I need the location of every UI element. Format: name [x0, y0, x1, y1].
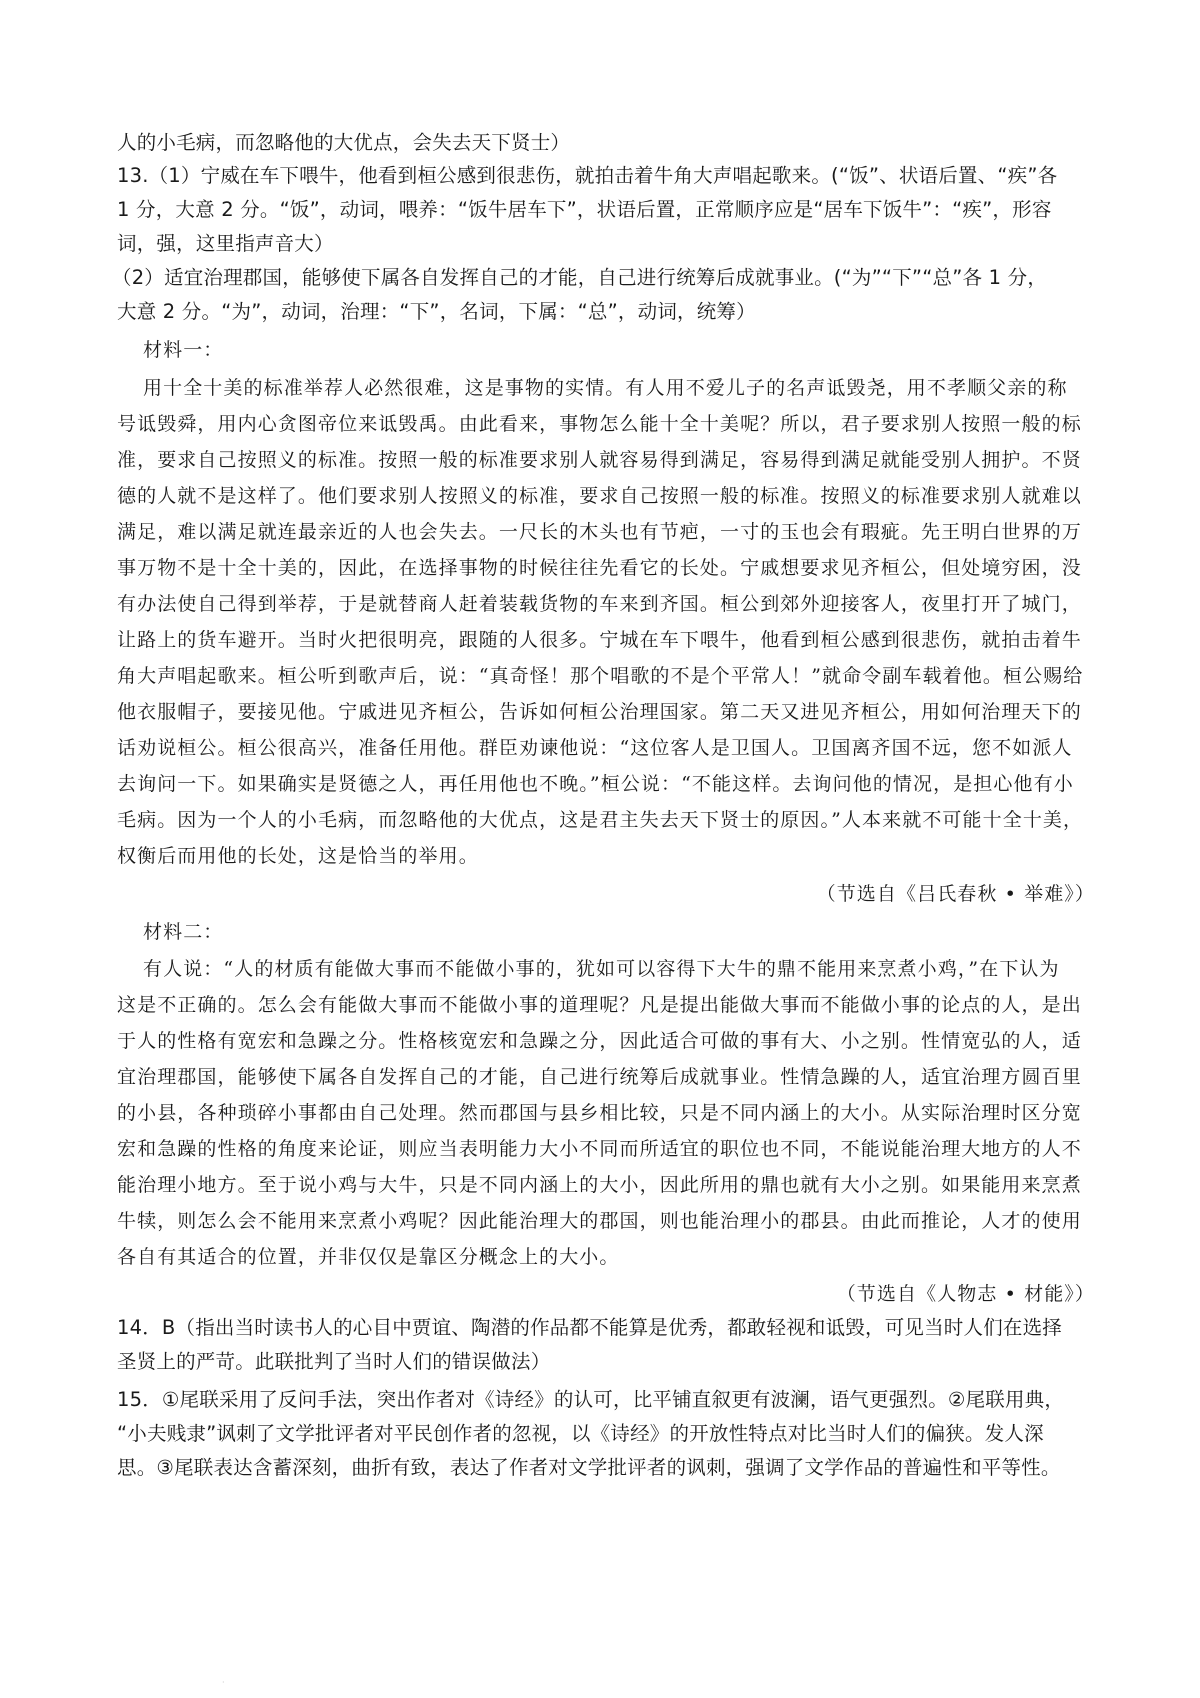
material-1-line: 话劝说桓公。桓公很高兴，准备任用他。群臣劝谏他说：“这位客人是卫国人。卫国离齐国不远，您不如派人 [117, 737, 1073, 759]
answer-13-part2-line2: 大意 2 分。“为”，动词，治理：“下”，名词，下属：“总”，动词，统筹） [117, 300, 756, 323]
material-1-line: 有办法使自己得到举荐，于是就替商人赶着装载货物的车来到齐国。桓公到郊外迎接客人，夜里打开了城门， [117, 593, 1082, 615]
material-2-line: 能治理小地方。至于说小鸡与大牛，只是不同内涵上的大小，因此所用的鼎也就有大小之别。如果能用来烹煮 [117, 1174, 1082, 1196]
material-2-line: 宏和急躁的性格的角度来论证，则应当表明能力大小不同而所适宜的职位也不同，不能说能治理大地方的人不 [117, 1138, 1082, 1160]
material-1-line: 满足，难以满足就连最亲近的人也会失去。一尺长的木头也有节疤，一寸的玉也会有瑕疵。先王明白世界的万 [117, 521, 1082, 543]
material-2-line: 有人说：“人的材质有能做大事而不能做小事的，犹如可以容得下大牛的鼎不能用来烹煮小鸡，”在下认为 [143, 958, 1060, 980]
material-1-line: 去询问一下。如果确实是贤德之人，再任用他也不晚。”桓公说：“不能这样。去询问他的情况，是担心他有小 [117, 773, 1074, 795]
material-2-source: （节选自《人物志 • 材能》） [836, 1283, 1095, 1305]
answer-15-line3: 思。③尾联表达含蓄深刻，曲折有致，表达了作者对文学批评者的讽刺，强调了文学作品的普遍性和平等性。 [117, 1456, 1061, 1479]
material-1-source: （节选自《吕氏春秋 • 举难》） [816, 883, 1095, 905]
material-2-line: 宜治理郡国，能够使下属各自发挥自己的才能，自己进行统筹后成就事业。性情急躁的人，适宜治理方圆百里 [117, 1066, 1082, 1088]
material-1-label: 材料一： [143, 339, 224, 361]
material-2-label: 材料二： [143, 921, 224, 943]
material-1-line: 权衡后而用他的长处，这是恰当的举用。 [117, 845, 479, 867]
answer-13-part2-line1: （2）适宜治理郡国，能够使下属各自发挥自己的才能，自己进行统筹后成就事业。(“为”“下”“总”各 1 分， [112, 266, 1048, 289]
material-1-line: 用十全十美的标准举荐人必然很难，这是事物的实情。有人用不爱儿子的名声诋毁尧，用不孝顺父亲的称 [143, 377, 1068, 399]
answer-13-part1-line1: 13.（1）宁威在车下喂牛，他看到桓公感到很悲伤，就拍击着牛角大声唱起歌来。(“饭”、状语后置、“疾”各 [117, 164, 1058, 187]
material-1-line: 角大声唱起歌来。桓公听到歌声后，说：“真奇怪！那个唱歌的不是个平常人！”就命令副车载着他。桓公赐给 [117, 665, 1084, 687]
material-1-line: 毛病。因为一个人的小毛病，而忽略他的大优点，这是君主失去天下贤士的原因。”人本来就不可能十全十美， [117, 809, 1084, 831]
material-2-line: 的小县，各种琐碎小事都由自己处理。然而郡国与县乡相比较，只是不同内涵上的大小。从实际治理时区分宽 [117, 1102, 1082, 1124]
answer-13-part1-line2: 1 分，大意 2 分。“饭”，动词，喂养：“饭牛居车下”，状语后置，正常顺序应是“居车下饭牛”：“疾”，形容 [117, 198, 1052, 221]
material-1-line: 他衣服帽子，要接见他。宁戚进见齐桓公，告诉如何桓公治理国家。第二天又进见齐桓公，用如何治理天下的 [117, 701, 1082, 723]
answer-15-line1: 15．①尾联采用了反问手法，突出作者对《诗经》的认可，比平铺直叙更有波澜，语气更强烈。②尾联用典， [117, 1388, 1065, 1411]
material-2-line: 牛犊，则怎么会不能用来烹煮小鸡呢？因此能治理大的郡国，则也能治理小的郡县。由此而推论，人才的使用 [117, 1210, 1082, 1232]
material-1-line: 事万物不是十全十美的，因此，在选择事物的时候往往先看它的长处。宁戚想要求见齐桓公，但处境穷困，没 [117, 557, 1082, 579]
answer-12-tail: 人的小毛病，而忽略他的大优点，会失去天下贤士） [117, 131, 571, 154]
answer-13-part1-line3: 词，强，这里指声音大） [117, 232, 334, 255]
footer-mark: · [222, 1678, 227, 1687]
material-2-line: 于人的性格有宽宏和急躁之分。性格核宽宏和急躁之分，因此适合可做的事有大、小之别。性情宽弘的人，适 [117, 1030, 1082, 1052]
material-2-line: 各自有其适合的位置，并非仅仅是靠区分概念上的大小。 [117, 1246, 620, 1268]
material-1-line: 让路上的货车避开。当时火把很明亮，跟随的人很多。宁城在车下喂牛，他看到桓公感到很悲伤，就拍击着牛 [117, 629, 1082, 651]
answer-14-line2: 圣贤上的严苛。此联批判了当时人们的错误做法） [117, 1350, 551, 1373]
material-1-line: 号诋毁舜，用内心贪图帝位来诋毁禹。由此看来，事物怎么能十全十美呢？所以，君子要求别人按照一般的标 [117, 413, 1082, 435]
material-2-line: 这是不正确的。怎么会有能做大事而不能做小事的道理呢？凡是提出能做大事而不能做小事的论点的人，是出 [117, 994, 1082, 1016]
answer-15-line2: “小夫贱隶”讽刺了文学批评者对平民创作者的忽视，以《诗经》的开放性特点对比当时人们的偏狭。发人深 [117, 1422, 1044, 1445]
material-1-line: 准，要求自己按照义的标准。按照一般的标准要求别人就容易得到满足，容易得到满足就能受别人拥护。不贤 [117, 449, 1082, 471]
answer-14-line1: 14．B（指出当时读书人的心目中贾谊、陶潜的作品都不能算是优秀，都敢轻视和诋毁，可见当时人们在选择 [117, 1316, 1062, 1339]
material-1-line: 德的人就不是这样了。他们要求别人按照义的标准，要求自己按照一般的标准。按照义的标准要求别人就难以 [117, 485, 1082, 507]
